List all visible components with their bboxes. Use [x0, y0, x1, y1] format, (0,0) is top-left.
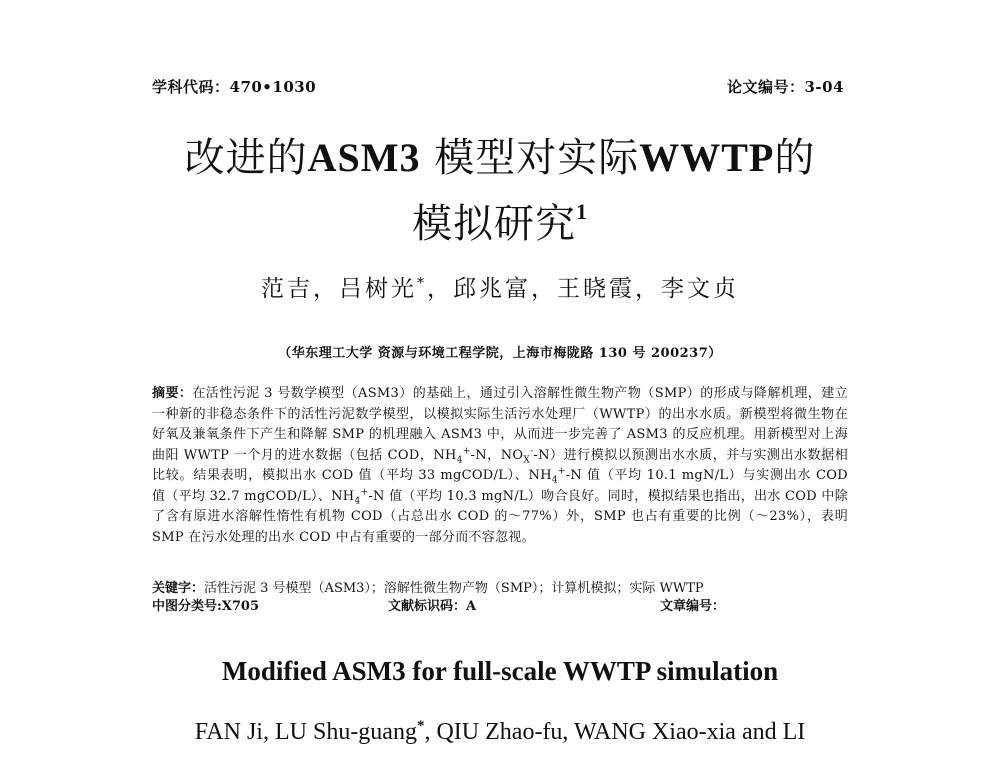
subject-code: 学科代码：470•1030 [152, 78, 317, 96]
title-cn-part: WWTP [639, 135, 775, 180]
keywords-text: 活性污泥 3 号模型（ASM3）；溶解性微生物产物（SMP）；计算机模拟；实际 WWTP [204, 581, 704, 596]
title-cn-line2 [0, 192, 1000, 249]
abstract-text: -N 值（平均 10.1 mgN/L）与实测出水 COD 值（平均 32.7 mgCOD/L）、NH [152, 468, 848, 504]
author-list-part: , QIU Zhao-fu, WANG Xiao-xia and LI [424, 719, 806, 745]
footnote-mark: 1 [576, 199, 588, 224]
affiliation: （华东理工大学 资源与环境工程学院，上海市梅陇路 130 号 200237） [278, 346, 722, 361]
superscript: - [530, 446, 534, 457]
clc-number: 中图分类号:X705 [152, 599, 260, 614]
subscript: 4 [456, 455, 463, 466]
title-cn-line1 [0, 126, 1000, 183]
document-code: 文献标识码：A [388, 599, 477, 614]
keywords [152, 580, 848, 598]
author-list-part: 范吉，吕树光 [261, 276, 417, 302]
corresponding-mark: * [416, 718, 425, 734]
superscript: + [360, 487, 369, 498]
title-cn-part: ASM3 [307, 135, 421, 180]
authors-cn [0, 270, 1000, 303]
title-en: Modified ASM3 for full-scale WWTP simulation [221, 656, 779, 686]
header-row [152, 76, 844, 97]
title-cn-part: 模型对实际 [420, 135, 640, 181]
abstract-label: 摘要： [152, 386, 193, 401]
abstract-text: -N 值（平均 10.3 mgN/L）吻合良好。同时，模拟结果也指出，出水 COD 中除了含有原进水溶解性惰性有机物 COD（占总出水 COD 的～77%）外，SMP 也占有重要的比例（～23%），表明 SMP 在污水处理的出水 COD 中占有重要的一部分而不容忽视。 [152, 488, 848, 545]
paper-number: 论文编号：3-04 [726, 78, 844, 96]
abstract [152, 384, 848, 548]
author-list-part: ，邱兆富，王晓霞，李文贞 [427, 276, 739, 302]
abstract-text: -N）进行模拟以预测出水水质，并与实测出水数据相比较。结果表明，模拟出水 COD 值（平均 33 mgCOD/L）、NH [152, 447, 848, 483]
subscript: 4 [551, 475, 558, 486]
subscript: X [523, 455, 531, 466]
corresponding-mark: * [417, 275, 427, 292]
title-cn-part: 模拟研究 [412, 201, 576, 247]
article-number: 文章编号： [660, 599, 726, 614]
subscript: 4 [354, 496, 361, 507]
title-cn-part: 改进的 [184, 135, 308, 181]
superscript: + [462, 446, 471, 457]
abstract-text: 在活性污泥 3 号数学模型（ASM3）的基础上，通过引入溶解性微生物产物（SMP）的形成与降解机理，建立一种新的非稳态条件下的活性污泥数学模型，以模拟实际生活污水处理厂（WWTP）的出水水质。新模型将微生物在好氧及兼氧条件下产生和降解 SMP 的机理融入 ASM3 中，从而进一步完善了 ASM3 的反应机理。用新模型对上海曲阳 WWTP 一个月的进水数据（包括 COD，NH [152, 386, 848, 463]
authors-en [0, 718, 1000, 746]
abstract-text: -N，NO [470, 447, 524, 463]
author-list-part: FAN Ji, LU Shu-guang [194, 719, 417, 745]
keywords-label: 关键字： [152, 581, 205, 596]
superscript: + [557, 466, 566, 477]
title-cn-part: 的 [774, 135, 816, 181]
